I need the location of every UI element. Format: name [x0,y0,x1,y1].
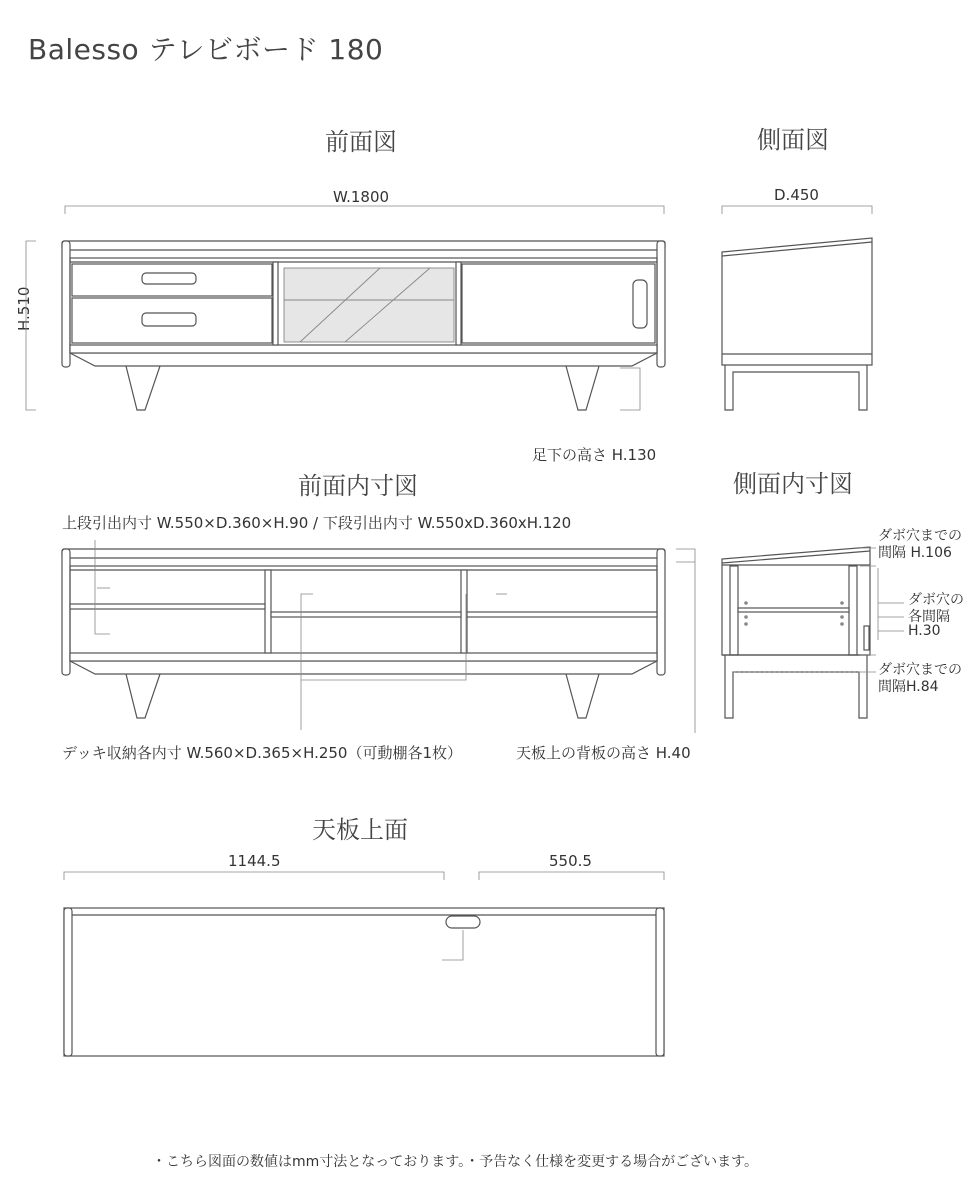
lower-drawer-handle [142,313,196,326]
backboard-height-label: 天板上の背板の高さ H.40 [516,744,691,762]
section-front-view: 前面図 [325,128,397,156]
side-inner-drawing [722,547,904,718]
front-inner-drawing [62,540,695,733]
dowel-bottom-label-1: ダボ穴までの [878,662,962,678]
side-legs [725,365,867,410]
right-door [462,264,655,343]
top-view-drawing [64,872,664,1056]
front-width-label: W.1800 [333,188,390,206]
front-right-leg [566,366,599,410]
upper-drawer-handle [142,273,196,284]
front-view-drawing [26,206,665,410]
dowel-bottom-ticks [860,655,876,672]
backboard-leader [676,549,695,733]
side-body [722,238,872,365]
right-door-handle [633,280,647,328]
front-right-panel [657,241,665,367]
drawer-inner-label: 上段引出内寸 W.550×D.360×H.90 / 下段引出内寸 W.550xD.360xH.120 [62,514,572,532]
side-depth-dimension [722,206,872,214]
top-right-dimension [479,872,664,880]
glass-door [284,268,454,342]
dowel-bottom-label-2: 間隔H.84 [878,679,939,695]
deck-inner-label: デッキ収納各内寸 W.560×D.365×H.250（可動棚各1枚） [62,744,463,762]
section-side-inner: 側面内寸図 [733,470,853,498]
leg-height-label: 足下の高さ H.130 [532,446,657,464]
front-top-board [62,241,665,250]
front-height-label: H.510 [15,286,33,331]
leg-height-dimension [620,368,640,410]
dowel-top-label-2: 間隔 H.106 [878,545,952,561]
side-depth-label: D.450 [774,186,819,204]
front-width-dimension [65,206,664,214]
dowel-each-label-2: 各間隔 [908,609,950,625]
dowel-each-label-3: H.30 [908,623,941,639]
section-side-view: 側面図 [757,126,829,154]
section-front-inner: 前面内寸図 [298,472,418,500]
front-height-dimension [26,241,36,410]
top-left-dim-label: 1144.5 [228,852,281,870]
side-inner-legs [725,655,867,718]
dowel-each-ticks [878,568,904,640]
dowel-top-label-1: ダボ穴までの [878,528,962,544]
page-title: Balesso テレビボード 180 [28,33,384,66]
front-left-panel [62,241,70,367]
dowel-each-label-1: ダボ穴の [908,592,964,608]
front-left-leg [126,366,160,410]
side-view-drawing [722,206,872,410]
front-bottom-rail [70,345,657,353]
section-top-view: 天板上面 [312,816,408,844]
top-right-dim-label: 550.5 [549,852,592,870]
top-left-dimension [64,872,444,880]
top-board [64,908,664,1056]
footnote: ・こちら図面の数値はmm寸法となっております。・予告なく仕様を変更する場合がございます。 [152,1154,759,1170]
cable-hole [446,916,480,928]
